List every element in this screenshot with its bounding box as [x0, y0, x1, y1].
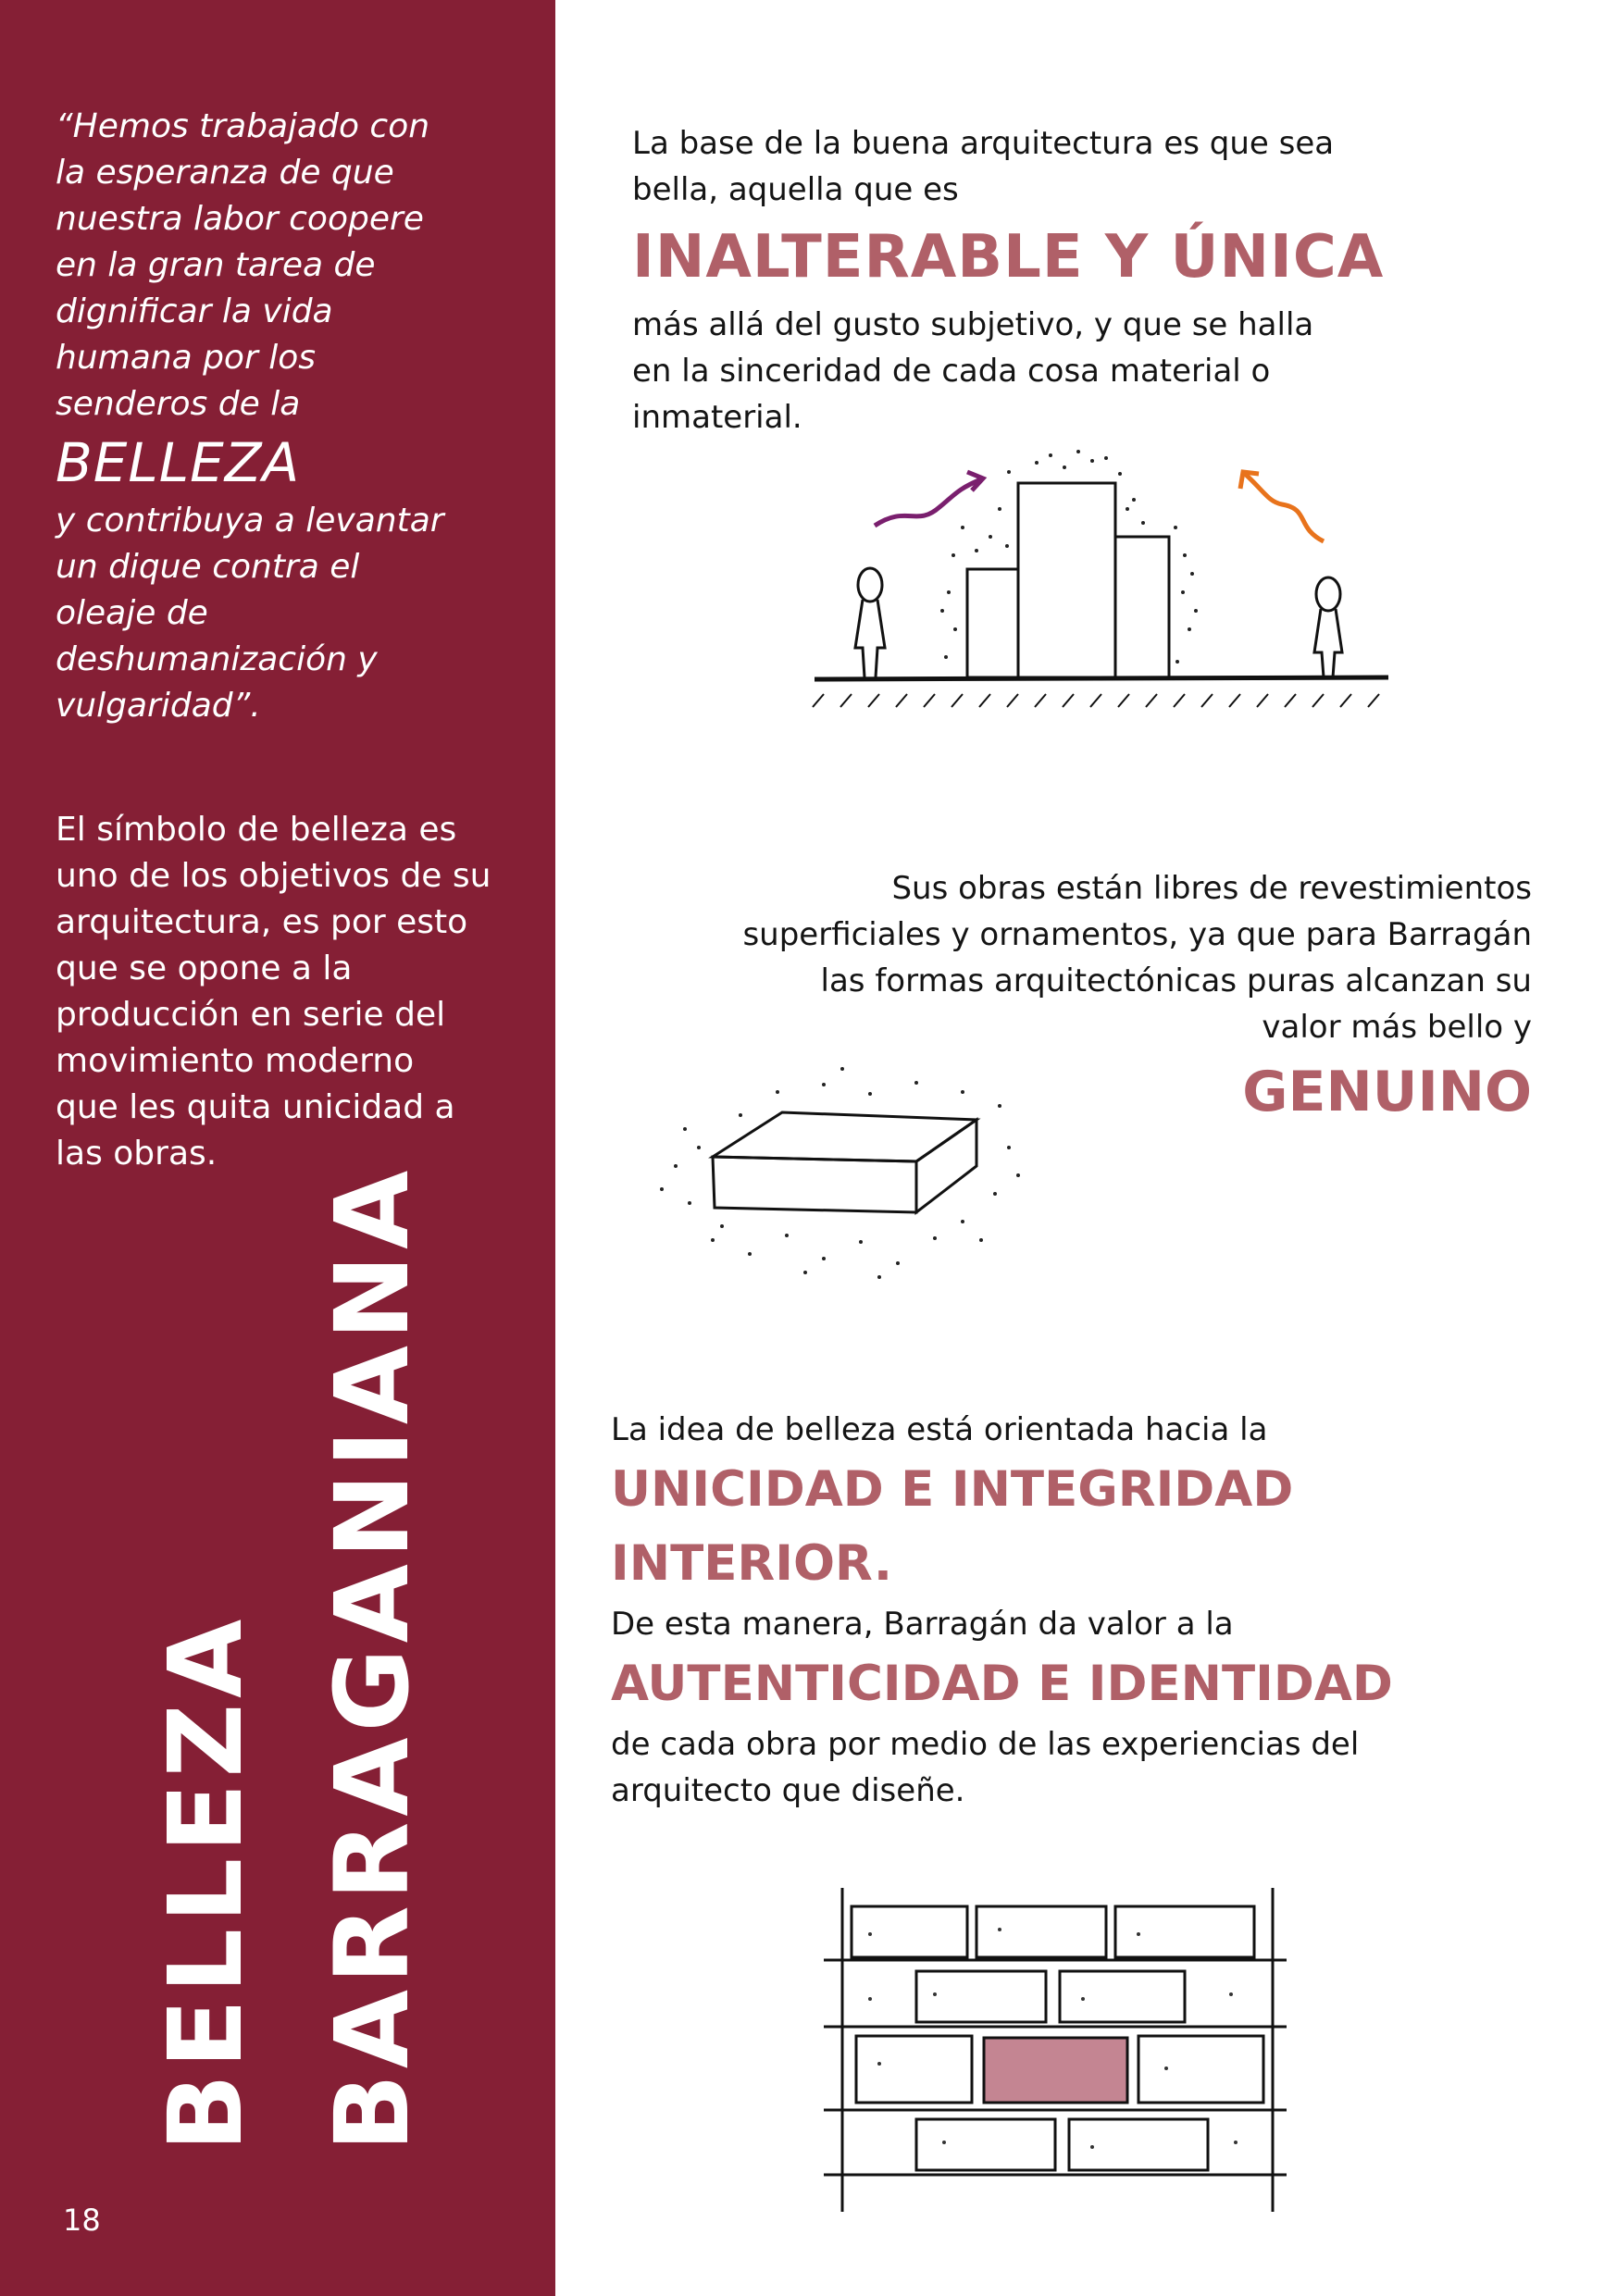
sketch-buildings-people — [777, 416, 1444, 740]
quote-line: dignificar la vida — [56, 292, 333, 330]
block-line: las formas arquitectónicas puras alcanzan su — [820, 962, 1532, 999]
symbol-paragraph — [56, 807, 528, 1177]
block-line: La base de la buena arquitectura es que sea — [632, 125, 1335, 162]
block-line: bella, aquella que es — [632, 171, 959, 208]
highlight-inalterable: INALTERABLE Y ÚNICA — [632, 223, 1385, 292]
box-top — [713, 1112, 976, 1161]
quote-line: en la gran tarea de — [56, 246, 376, 284]
arrow-orange — [1245, 474, 1324, 541]
barragan-quote — [56, 104, 500, 729]
box-side — [916, 1120, 976, 1212]
sketch-pure-volume — [629, 1027, 1064, 1296]
symbol-line: movimiento moderno — [56, 1042, 415, 1080]
quote-line: humana por los — [56, 339, 316, 377]
quote-line: y contribuya a levantar — [56, 502, 444, 540]
symbol-line: que se opone a la — [56, 949, 353, 987]
vertical-title-belleza: BELLEZA — [146, 1613, 265, 2152]
block-line: arquitecto que diseñe. — [611, 1772, 965, 1809]
quote-line: “Hemos trabajado con — [56, 107, 430, 145]
quote-line: nuestra labor coopere — [56, 200, 424, 238]
block-line: inmaterial. — [632, 399, 802, 436]
block-line: de cada obra por medio de las experiencias del — [611, 1726, 1360, 1763]
page-number: 18 — [63, 2203, 101, 2238]
block-line: valor más bello y — [1262, 1009, 1532, 1046]
block-line: De esta manera, Barragán da valor a la — [611, 1606, 1234, 1643]
block-line: Sus obras están libres de revestimientos — [891, 870, 1532, 907]
symbol-line: que les quita unicidad a — [56, 1088, 455, 1126]
quote-line: la esperanza de que — [56, 154, 394, 192]
block-line: más allá del gusto subjetivo, y que se halla — [632, 306, 1314, 343]
symbol-line: las obras. — [56, 1135, 218, 1173]
person-left — [855, 568, 885, 677]
quote-line: deshumanización y — [56, 640, 378, 678]
highlight-autenticidad: AUTENTICIDAD E IDENTIDAD — [611, 1656, 1393, 1712]
quote-line: oleaje de — [56, 594, 208, 632]
symbol-line: producción en serie del — [56, 996, 446, 1034]
left-building — [967, 569, 1018, 677]
symbol-line: uno de los objetivos de su — [56, 857, 491, 895]
quote-line: senderos de la — [56, 385, 301, 423]
text-block-authenticity — [611, 1407, 1536, 1814]
quote-line: vulgaridad”. — [56, 687, 261, 725]
sketch-brick-wall — [768, 1879, 1324, 2230]
highlight-unicidad: UNICIDAD E INTEGRIDAD — [611, 1461, 1294, 1518]
sidebar — [0, 0, 555, 2296]
block-line: La idea de belleza está orientada hacia la — [611, 1411, 1268, 1448]
arrow-purple — [875, 479, 981, 526]
tall-building — [1018, 483, 1115, 677]
symbol-line: El símbolo de belleza es — [56, 811, 457, 849]
block-line: superficiales y ornamentos, ya que para Barragán — [742, 916, 1532, 953]
ground-line — [815, 677, 1388, 679]
highlighted-brick — [984, 2038, 1127, 2103]
highlight-interior: INTERIOR. — [611, 1535, 892, 1592]
box-front — [713, 1157, 916, 1212]
quote-line: un dique contra el — [56, 548, 360, 586]
symbol-line: arquitectura, es por esto — [56, 903, 468, 941]
block-line: en la sinceridad de cada cosa material o — [632, 353, 1271, 390]
quote-highlight: BELLEZA — [56, 431, 301, 494]
right-building — [1115, 537, 1169, 677]
text-block-unique — [632, 120, 1465, 441]
highlight-genuino: GENUINO — [1242, 1060, 1532, 1124]
person-right — [1314, 577, 1342, 677]
vertical-title-barraganiana: BARRAGANIANA — [313, 1164, 431, 2152]
